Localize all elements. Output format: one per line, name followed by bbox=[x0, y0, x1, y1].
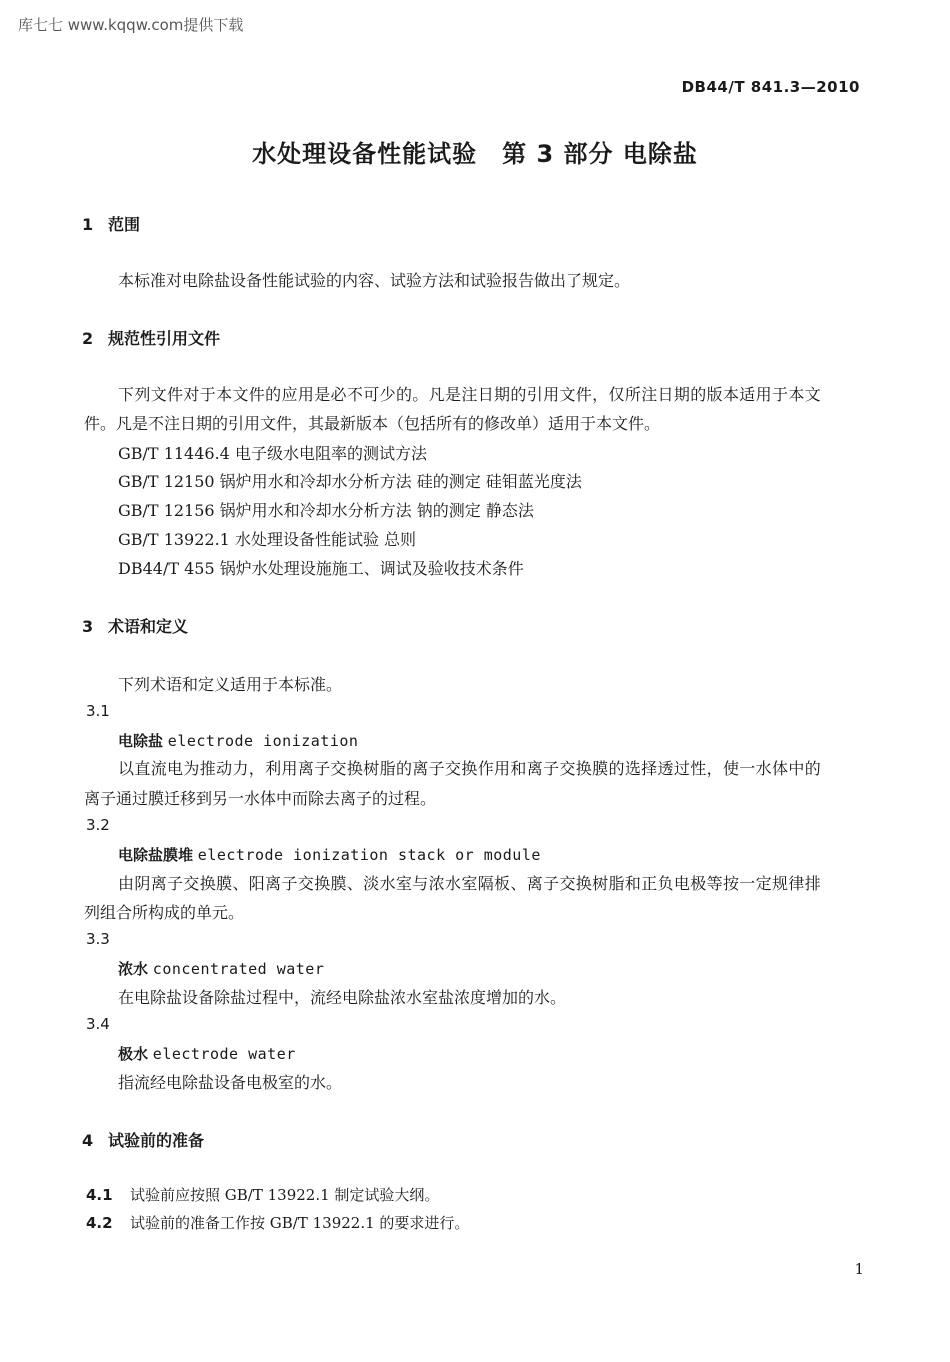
term-english: electrode ionization bbox=[167, 732, 359, 750]
reference-item: GB/T 12156 锅炉用水和冷却水分析方法 钠的测定 静态法 bbox=[118, 501, 534, 520]
section-number: 3 bbox=[82, 617, 94, 636]
term-chinese: 电除盐 bbox=[118, 732, 164, 750]
section-3-intro: 下列术语和定义适用于本标准。 bbox=[118, 675, 343, 694]
term-number: 3.3 bbox=[86, 930, 110, 948]
term-definition-line-1: 在电除盐设备除盐过程中，流经电除盐浓水室盐浓度增加的水。 bbox=[118, 988, 567, 1007]
term-number: 3.2 bbox=[86, 816, 110, 834]
clause-text: 试验前应按照 GB/T 13922.1 制定试验大纲。 bbox=[130, 1186, 440, 1204]
clause-text: 试验前的准备工作按 GB/T 13922.1 的要求进行。 bbox=[130, 1214, 470, 1232]
watermark: 库七七 www.kqqw.com提供下载 bbox=[18, 16, 244, 34]
section-title: 试验前的准备 bbox=[108, 1131, 205, 1150]
section-3-heading bbox=[82, 614, 188, 637]
term-english: concentrated water bbox=[152, 960, 325, 978]
document-title: 水处理设备性能试验 第 3 部分 电除盐 bbox=[252, 140, 698, 168]
reference-item: GB/T 13922.1 水处理设备性能试验 总则 bbox=[118, 530, 417, 549]
document-number: DB44/T 841.3—2010 bbox=[681, 78, 860, 96]
section-2-heading bbox=[82, 326, 220, 349]
term-english: electrode water bbox=[152, 1045, 296, 1063]
term-definition-line-1: 指流经电除盐设备电极室的水。 bbox=[118, 1073, 343, 1092]
term-number: 3.1 bbox=[86, 702, 110, 720]
reference-item: GB/T 12150 锅炉用水和冷却水分析方法 硅的测定 硅钼蓝光度法 bbox=[118, 472, 582, 491]
term-number: 3.4 bbox=[86, 1015, 110, 1033]
term-title bbox=[118, 1043, 296, 1064]
reference-item: GB/T 11446.4 电子级水电阻率的测试方法 bbox=[118, 444, 427, 463]
clause-number: 4.1 bbox=[86, 1186, 113, 1204]
section-number: 1 bbox=[82, 215, 94, 234]
reference-item: DB44/T 455 锅炉水处理设施施工、调试及验收技术条件 bbox=[118, 559, 524, 578]
section-number: 4 bbox=[82, 1131, 94, 1150]
term-chinese: 浓水 bbox=[118, 960, 149, 978]
section-2-intro-line-2: 件。凡是不注日期的引用文件，其最新版本（包括所有的修改单）适用于本文件。 bbox=[84, 414, 661, 433]
term-chinese: 极水 bbox=[118, 1045, 149, 1063]
term-title bbox=[118, 730, 358, 751]
term-chinese: 电除盐膜堆 bbox=[118, 846, 194, 864]
section-2-intro-line-1: 下列文件对于本文件的应用是必不可少的。凡是注日期的引用文件，仅所注日期的版本适用于本文 bbox=[118, 385, 822, 404]
section-title: 规范性引用文件 bbox=[108, 329, 221, 348]
section-number: 2 bbox=[82, 329, 94, 348]
section-title: 术语和定义 bbox=[108, 617, 189, 636]
section-4-heading bbox=[82, 1128, 204, 1151]
term-title bbox=[118, 958, 324, 979]
term-definition-line-2: 列组合所构成的单元。 bbox=[84, 903, 245, 922]
section-1-heading bbox=[82, 212, 140, 235]
clause-item bbox=[86, 1212, 469, 1233]
section-1-text: 本标准对电除盐设备性能试验的内容、试验方法和试验报告做出了规定。 bbox=[118, 271, 631, 290]
clause-item bbox=[86, 1184, 439, 1205]
term-definition-line-1: 以直流电为推动力，利用离子交换树脂的离子交换作用和离子交换膜的选择透过性，使一水体中的 bbox=[118, 759, 822, 778]
term-english: electrode ionization stack or module bbox=[197, 846, 541, 864]
clause-number: 4.2 bbox=[86, 1214, 113, 1232]
page-number: 1 bbox=[854, 1260, 864, 1278]
term-definition-line-2: 离子通过膜迁移到另一水体中而除去离子的过程。 bbox=[84, 789, 437, 808]
term-title bbox=[118, 844, 541, 865]
section-title: 范围 bbox=[108, 215, 141, 234]
term-definition-line-1: 由阴离子交换膜、阳离子交换膜、淡水室与浓水室隔板、离子交换树脂和正负电极等按一定规律排 bbox=[118, 874, 822, 893]
